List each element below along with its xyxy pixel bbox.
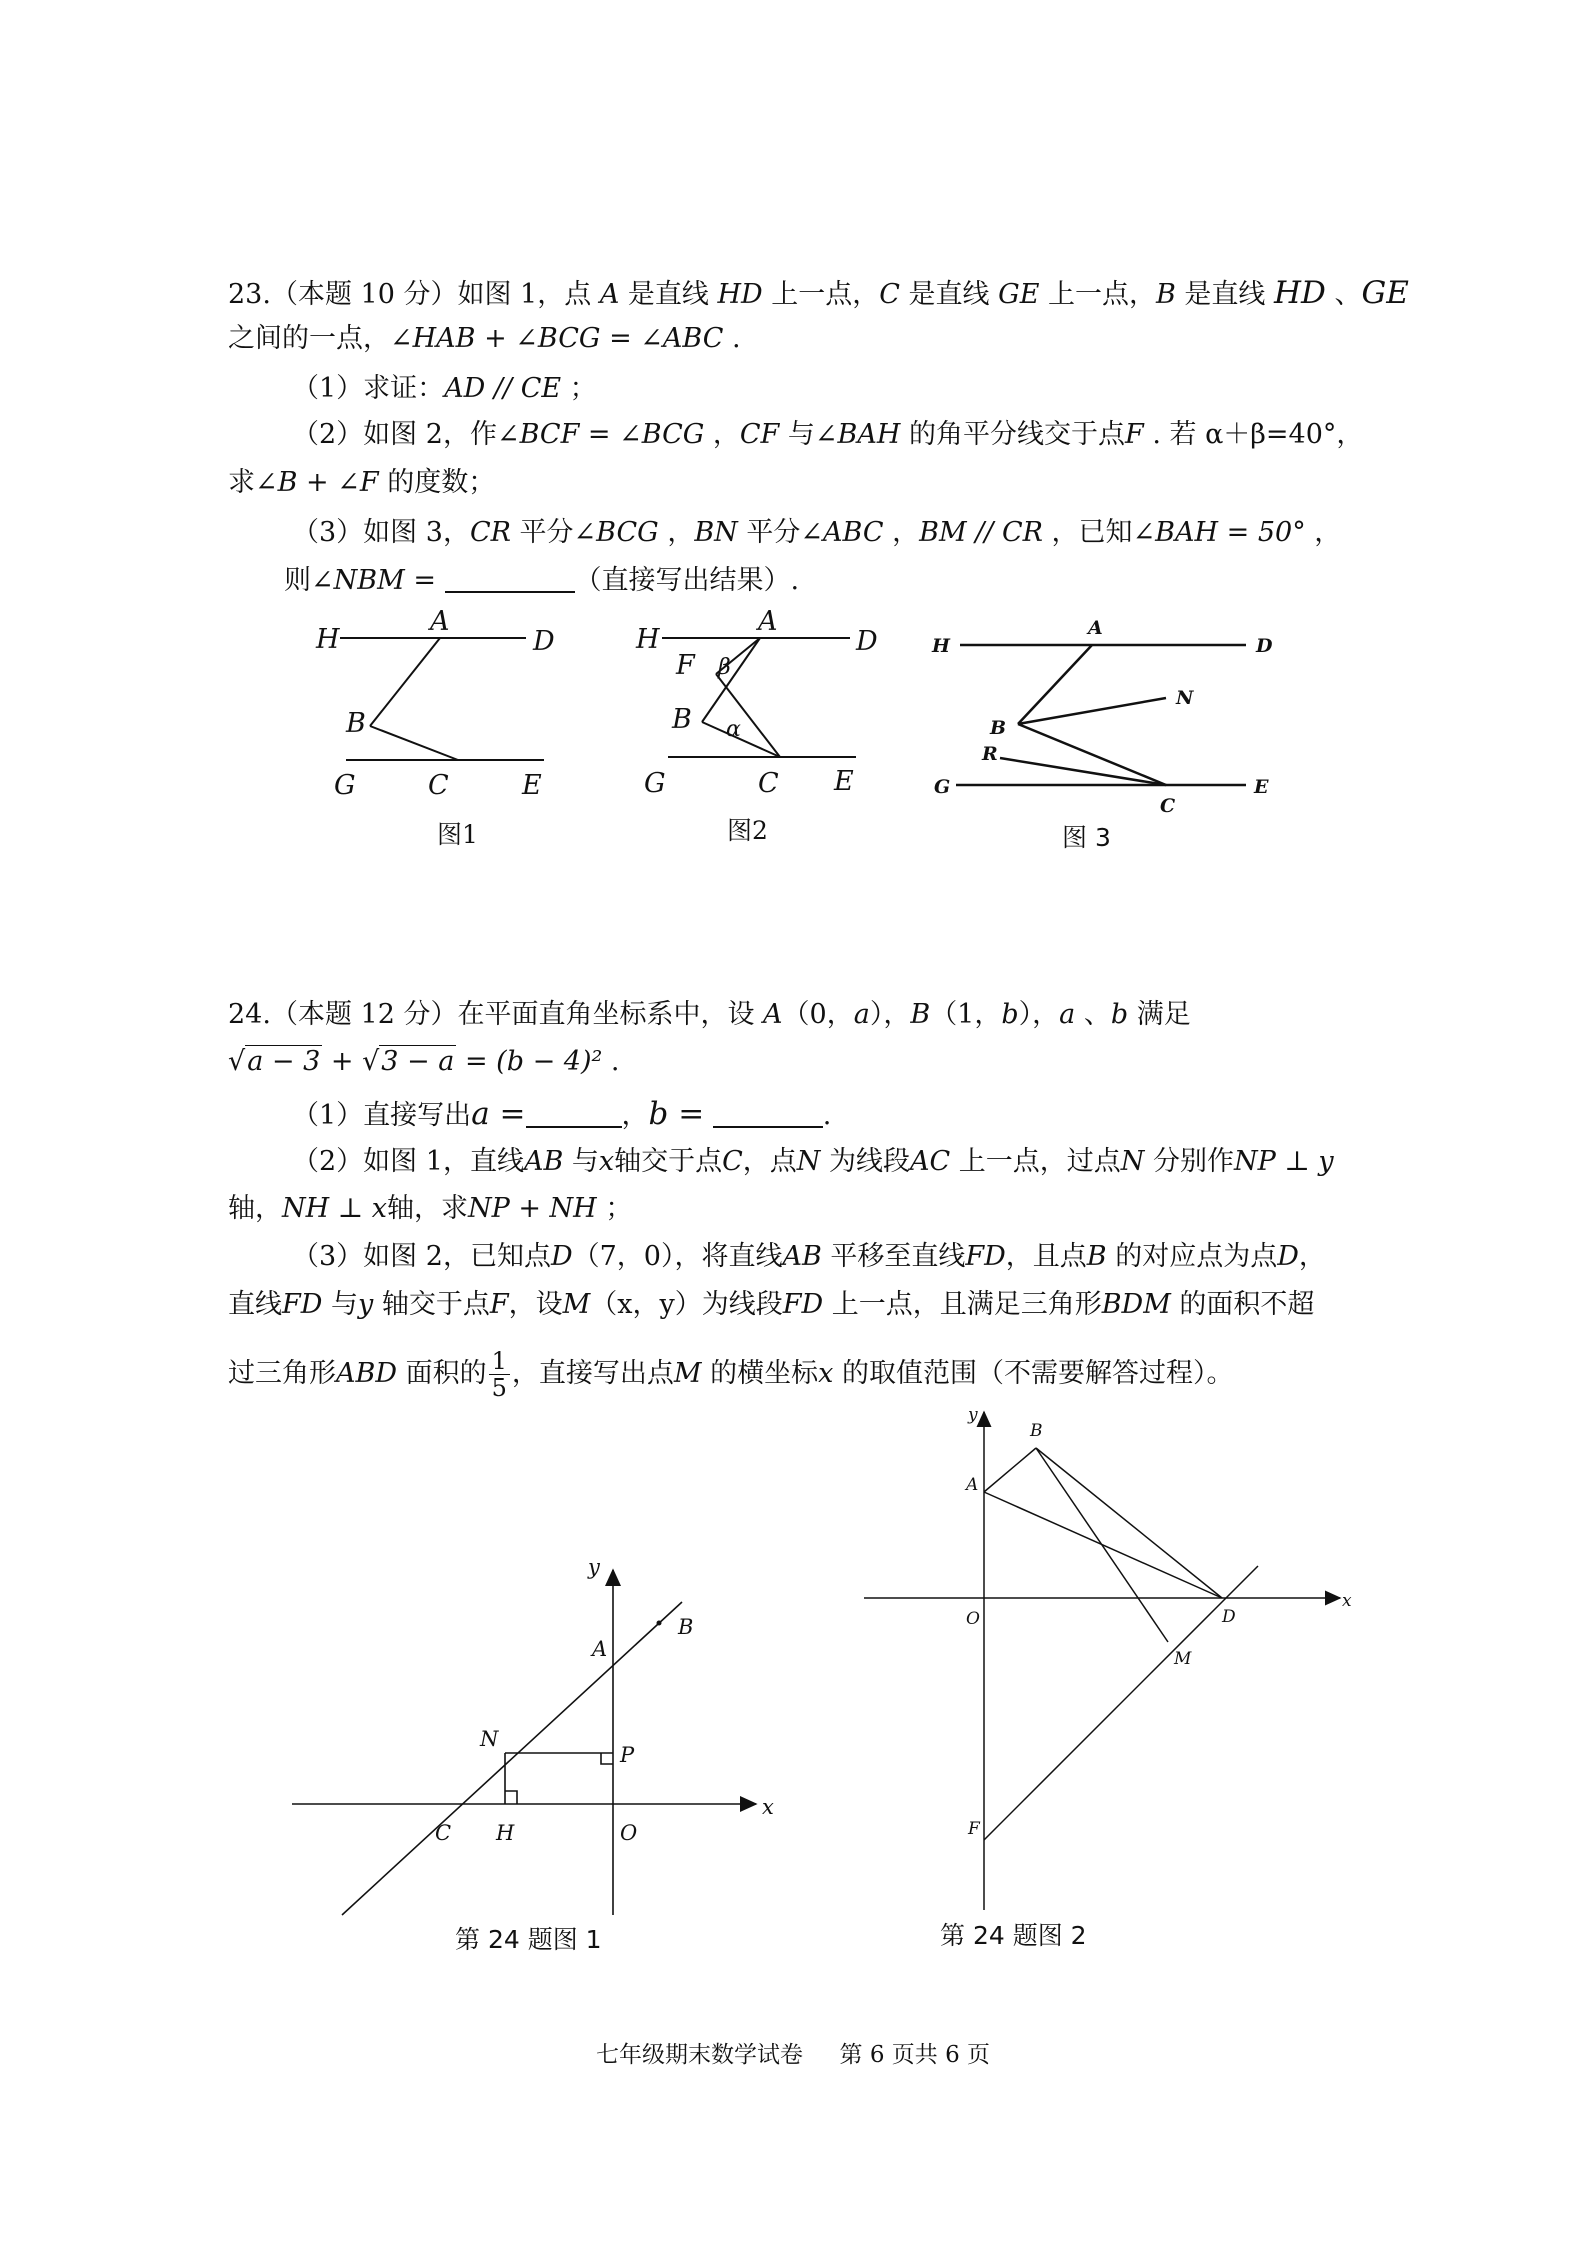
label-d: D: [856, 626, 878, 657]
math-var: F: [489, 1289, 509, 1320]
label-o: O: [966, 1609, 980, 1629]
q23-part3: [292, 516, 1341, 550]
math-var: C: [722, 1146, 743, 1177]
segment-ab: [984, 1448, 1036, 1492]
answer-blank-b[interactable]: [713, 1100, 823, 1128]
segment-ad: [984, 1492, 1222, 1598]
math-var: AC: [910, 1146, 951, 1177]
text: 平分: [737, 517, 801, 548]
math-expression: ∠BAH = 50°: [1132, 517, 1306, 548]
label-m: M: [1174, 1649, 1192, 1669]
q23-part1: [292, 372, 597, 406]
math-var: ABD: [336, 1358, 397, 1389]
math-var: FD: [965, 1241, 1006, 1272]
math-var: a: [853, 999, 870, 1030]
text: 面积的: [397, 1358, 487, 1389]
label-c: C: [758, 768, 779, 799]
text: 平分: [510, 517, 574, 548]
math-var: FD: [782, 1289, 824, 1320]
q23-part2-line2: [228, 466, 495, 500]
text: （1，: [930, 999, 1002, 1030]
text: 是直线: [619, 279, 718, 310]
math-expression: b =: [648, 1096, 705, 1132]
text: 满足: [1128, 999, 1191, 1030]
text: 的取值范围（不需要解答过程）。: [833, 1358, 1234, 1389]
math-var: N: [1120, 1146, 1145, 1177]
label-h: H: [316, 624, 340, 655]
math-expression: a =: [471, 1096, 526, 1132]
q23-part2: [292, 418, 1363, 452]
sqrt-radicand: a − 3: [247, 1046, 321, 1077]
label-x: x: [1342, 1591, 1352, 1611]
text: 的横坐标: [701, 1358, 819, 1389]
math-var: A: [599, 279, 620, 310]
math-var: C: [879, 279, 900, 310]
label-e: E: [522, 770, 542, 801]
text: 是直线: [899, 279, 999, 310]
label-a: A: [430, 606, 450, 637]
label-c: C: [428, 770, 449, 801]
text: 上一点，且满足三角形: [823, 1289, 1102, 1320]
segment-bc: [702, 722, 780, 757]
label-d: D: [533, 626, 555, 657]
math-expression: AD // CE: [444, 373, 562, 404]
math-expression: ∠BCG: [573, 517, 659, 548]
math-var: AB: [782, 1241, 822, 1272]
math-var: M: [673, 1358, 702, 1389]
figure-24-1: [280, 1550, 800, 1930]
text: ，: [658, 517, 695, 548]
part-label: （1）求证：: [292, 373, 445, 404]
segment-fc: [716, 674, 780, 757]
text: 轴，: [228, 1193, 282, 1224]
math-expression: NH ⊥ x: [282, 1193, 387, 1224]
label-p: P: [620, 1743, 635, 1767]
text: 轴，求: [386, 1193, 468, 1224]
figure-23-2-caption: 图2: [727, 816, 768, 845]
label-c: C: [1160, 795, 1176, 817]
label-y: y: [968, 1405, 978, 1425]
text: ），: [1018, 999, 1060, 1030]
math-expression: ∠BAH: [814, 419, 901, 450]
text: ，: [1305, 517, 1342, 548]
figure-23-3-caption: 图 3: [1062, 823, 1111, 852]
text: 、: [1075, 999, 1111, 1030]
text: ；: [596, 1193, 633, 1224]
text: .: [723, 323, 741, 354]
text: 上一点，: [762, 279, 880, 310]
text: ，已知: [1042, 517, 1133, 548]
math-var: B: [1086, 1241, 1107, 1272]
q23-header: 23.（本题 10 分）如图 1，点: [228, 279, 600, 310]
label-g: G: [334, 770, 356, 801]
label-b: B: [1030, 1421, 1043, 1441]
text: ，: [883, 517, 920, 548]
segment-bd: [1036, 1448, 1222, 1598]
label-f: F: [676, 650, 695, 681]
label-b: B: [990, 717, 1007, 739]
math-var: B: [910, 999, 931, 1030]
label-f: F: [968, 1819, 980, 1839]
text: 是直线: [1175, 279, 1275, 310]
label-a: A: [966, 1475, 979, 1495]
label-a: A: [758, 606, 778, 637]
text: （x，y）为线段: [590, 1289, 783, 1320]
text: 轴交于点: [614, 1146, 723, 1177]
text: .: [602, 1046, 620, 1077]
answer-blank-a[interactable]: [526, 1100, 622, 1128]
label-n: N: [480, 1727, 499, 1751]
fraction-numerator: 1: [489, 1348, 510, 1375]
math-expression: ∠NBM =: [311, 565, 436, 596]
text: . 若 α＋β=40°，: [1143, 419, 1364, 450]
figure-24-2-caption: 第 24 题图 2: [940, 1921, 1087, 1950]
text: 的角平分线交于点: [900, 419, 1125, 450]
figure-23-1-caption: 图1: [437, 820, 478, 849]
text: 与: [779, 419, 815, 450]
label-h: H: [496, 1821, 515, 1845]
label-n: N: [1176, 687, 1194, 709]
text: 分别作: [1144, 1146, 1234, 1177]
figure-24-1-caption: 第 24 题图 1: [455, 1925, 602, 1954]
text: ，: [1298, 1241, 1326, 1272]
text: 的对应点为点: [1106, 1241, 1278, 1272]
label-d: D: [1222, 1607, 1236, 1627]
q24-part3: [292, 1240, 1326, 1274]
text: 为线段: [820, 1146, 911, 1177]
text: 上一点，: [1039, 279, 1156, 310]
math-var: GE: [998, 279, 1040, 310]
math-var: x: [598, 1146, 615, 1177]
text: + √: [322, 1046, 380, 1077]
figure-24-2: [850, 1400, 1370, 1920]
math-expression: ∠HAB + ∠BCG = ∠ABC: [390, 323, 724, 354]
segment-bm: [1036, 1448, 1168, 1642]
text: 与: [322, 1289, 358, 1320]
label-r: R: [982, 743, 998, 765]
math-var: BDM: [1101, 1289, 1171, 1320]
math-var: B: [1156, 279, 1176, 310]
math-expression: ∠ABC: [800, 517, 884, 548]
math-var: GE: [1361, 275, 1409, 311]
label-c: C: [435, 1821, 452, 1845]
math-var: M: [562, 1289, 591, 1320]
label-y: y: [588, 1555, 600, 1579]
right-angle-p: [601, 1753, 613, 1764]
math-var: AB: [523, 1146, 564, 1177]
segment-ab: [370, 638, 440, 726]
math-var: A: [763, 999, 783, 1030]
label-g: G: [934, 776, 951, 798]
text: ，点: [742, 1146, 797, 1177]
text: ，: [704, 419, 740, 450]
label-a: A: [592, 1637, 608, 1661]
math-var: a: [1059, 999, 1076, 1030]
math-var: FD: [282, 1289, 323, 1320]
fraction-one-fifth: [489, 1348, 510, 1401]
label-a: A: [1088, 617, 1103, 639]
label-beta: β: [718, 655, 731, 680]
math-var: b: [1001, 999, 1019, 1030]
math-expression: BM // CR: [919, 517, 1043, 548]
text: 上一点，过点: [950, 1146, 1121, 1177]
math-var: BN: [694, 517, 738, 548]
text: 、: [1325, 279, 1362, 310]
text: 之间的一点，: [228, 323, 390, 354]
sqrt-sign: √: [228, 1046, 246, 1077]
point-b: [657, 1621, 662, 1626]
label-b: B: [678, 1615, 694, 1639]
math-var: HD: [1274, 275, 1326, 311]
text: 平移至直线: [821, 1241, 966, 1272]
figure-23-2: [620, 600, 900, 840]
q24-part2-line2: [228, 1192, 632, 1226]
math-var: HD: [717, 279, 763, 310]
label-b: B: [672, 704, 692, 735]
math-var: D: [1277, 1241, 1299, 1272]
text: ，: [621, 1100, 649, 1131]
math-var: F: [1125, 419, 1144, 450]
q24-line2: [228, 1045, 619, 1079]
segment-bc: [370, 726, 458, 760]
text: 的度数；: [378, 467, 496, 498]
part-label: （3）如图 3，: [292, 517, 470, 548]
text: ，且点: [1005, 1241, 1087, 1272]
page-footer: [0, 2036, 1586, 2069]
q24-part3-line2: [228, 1288, 1314, 1322]
q24-header: 24.（本题 12 分）在平面直角坐标系中，设: [228, 999, 764, 1030]
part-label: （1）直接写出: [292, 1100, 472, 1131]
sqrt-radicand: 3 − a: [381, 1046, 455, 1077]
math-expression: ∠B + ∠F: [255, 467, 379, 498]
math-expression: = (b − 4)²: [456, 1046, 603, 1077]
label-e: E: [834, 766, 854, 797]
text: 与: [563, 1146, 599, 1177]
math-var: N: [796, 1146, 821, 1177]
text: ，直接写出点: [511, 1358, 674, 1389]
right-angle-h: [505, 1791, 517, 1804]
ray-cr: [1000, 758, 1166, 785]
math-var: D: [550, 1241, 573, 1272]
fraction-denominator: 5: [491, 1374, 507, 1402]
text: 轴交于点: [373, 1289, 490, 1320]
q24-part3-line3: [228, 1348, 1233, 1401]
label-g: G: [644, 768, 666, 799]
math-expression: NP + NH: [467, 1193, 597, 1224]
part-label: （3）如图 2，已知点: [292, 1241, 551, 1272]
math-var: x: [818, 1358, 834, 1389]
text: ，设: [508, 1289, 563, 1320]
math-expression: ∠BCF = ∠BCG: [496, 419, 705, 450]
math-var: CF: [739, 419, 780, 450]
text: （7，0），将直线: [572, 1241, 783, 1272]
footer-title: 七年级期末数学试卷: [595, 2042, 803, 2068]
math-var: CR: [469, 517, 511, 548]
math-var: y: [357, 1289, 374, 1320]
math-expression: NP ⊥ y: [1234, 1146, 1334, 1177]
text: 的面积不超: [1170, 1289, 1315, 1320]
text: 过三角形: [228, 1358, 336, 1389]
answer-blank-nbm[interactable]: [445, 565, 575, 593]
q23-part3-line2: [284, 564, 799, 598]
line-fd: [984, 1566, 1258, 1840]
q24-line1: [228, 998, 1191, 1032]
q24-part1: [292, 1097, 831, 1133]
label-o: O: [620, 1821, 638, 1845]
label-e: E: [1254, 776, 1269, 798]
part-label: （2）如图 1，直线: [292, 1146, 524, 1177]
q24-part2: [292, 1145, 1334, 1179]
text: （直接写出结果）.: [574, 565, 800, 596]
text: 直线: [228, 1289, 282, 1320]
label-x: x: [762, 1795, 774, 1819]
segment-bc: [1018, 724, 1166, 785]
text: .: [822, 1100, 832, 1131]
text: ；: [561, 373, 597, 404]
label-d: D: [1256, 635, 1273, 657]
figure-23-1: [300, 600, 580, 840]
q23-line1: [228, 276, 1409, 312]
segment-ab: [702, 638, 760, 722]
q23-line2: [228, 322, 741, 356]
text: （0，: [782, 999, 854, 1030]
part-label: （2）如图 2，作: [292, 419, 497, 450]
text: 则: [284, 565, 311, 596]
figure-23-3: [920, 600, 1280, 840]
text: ），: [869, 999, 911, 1030]
label-h: H: [636, 624, 660, 655]
label-alpha: α: [726, 717, 741, 742]
label-b: B: [346, 708, 366, 739]
footer-page-number: 第 6 页共 6 页: [839, 2042, 991, 2068]
math-var: b: [1110, 999, 1129, 1030]
text: 求: [228, 467, 255, 498]
label-h: H: [932, 635, 950, 657]
